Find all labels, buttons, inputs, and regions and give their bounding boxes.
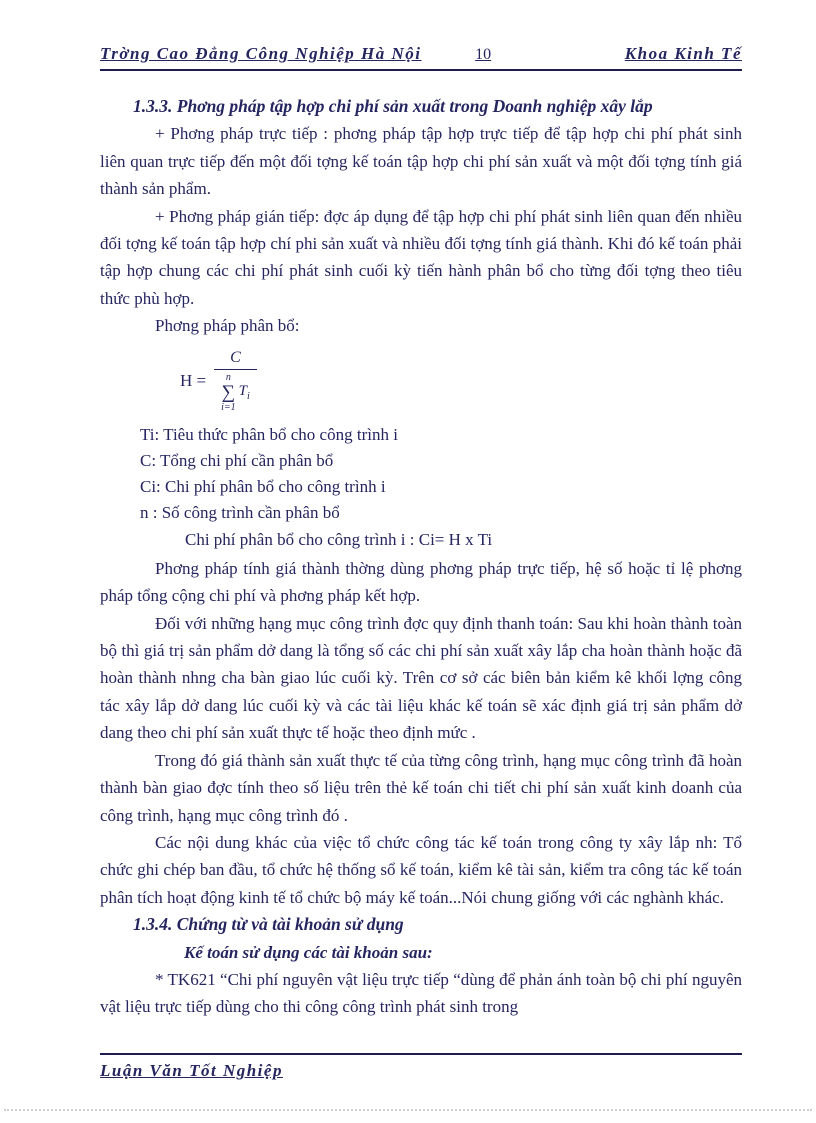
document-body — [100, 93, 742, 1021]
paragraph-other-contents: Các nội dung khác của việc tổ chức công tác kế toán trong công ty xây lắp nh: Tổ chức ghi chép ban đầu, tổ chức hệ thống sổ kế toán, kiểm kê tài sản, kiểm tra công tác kế toán phân tích hoạt động kinh tế tổ chức bộ máy kế toán...Nói chung giống với các nghành khác. — [100, 832, 742, 907]
sum-upper-limit: n — [225, 371, 231, 383]
definition-c: C: Tổng chi phí cần phân bổ — [140, 450, 334, 470]
term-subscript: i — [247, 391, 250, 403]
allocation-result-line: Chi phí phân bổ cho công trình i : Ci= H x Ti — [185, 529, 493, 549]
section-1-3-3-heading: 1.3.3. Phơng pháp tập hợp chi phí sản xuất trong Doanh nghiệp xây lắp — [133, 96, 653, 116]
footer-thesis-title: Luận Văn Tốt Nghiệp — [100, 1061, 283, 1080]
paragraph-indirect-method: + Phơng pháp gián tiếp: đợc áp dụng để tập hợp chi phí phát sinh liên quan đến nhiều đối tợng kế toán tập hợp chí phi sản xuất và nhiều đối tợng tính giá thành. Khi đó kế toán phải tập hợp chung các chi phí phát sinh cuối kỳ tiến hành phân bổ cho từng đối tợng theo tiêu thức phù hợp. — [100, 206, 742, 308]
header-school-name: Trờng Cao Đẳng Công Nghiệp Hà Nội — [100, 44, 422, 63]
term-symbol: T — [238, 383, 247, 400]
page-bottom-edge — [4, 1109, 812, 1111]
symbol-definitions — [140, 422, 742, 553]
header-faculty-name: Khoa Kinh Tế — [624, 44, 742, 63]
allocation-formula — [180, 348, 742, 414]
page-footer — [100, 1053, 742, 1081]
sigma-icon: ∑ — [221, 382, 236, 404]
formula-lhs: H = — [180, 370, 207, 390]
paragraph-direct-method: + Phơng pháp trực tiếp : phơng pháp tập hợp trực tiếp để tập hợp chi phí phát sinh liên quan trực tiếp đến một đối tợng kế toán tập hợp chi phí sản xuất và một đối tợng tính giá thành sản phẩm. — [100, 124, 742, 199]
sum-term — [239, 382, 250, 403]
paragraph-allocation-intro: Phơng pháp phân bổ: — [155, 316, 300, 336]
definition-n: n : Số công trình cần phân bổ — [140, 502, 340, 522]
paragraph-costing-method: Phơng pháp tính giá thành thờng dùng phơng pháp trực tiếp, hệ số hoặc tỉ lệ phơng pháp tổng cộng chi phí và phơng pháp kết hợp. — [100, 558, 742, 606]
formula-denominator — [221, 370, 250, 414]
page-header — [100, 44, 742, 71]
section-1-3-4-heading: 1.3.4. Chứng từ và tài khoản sử dụng — [133, 914, 404, 935]
formula-numerator: C — [214, 348, 257, 370]
definition-ti: Ti: Tiêu thức phân bổ cho công trình i — [140, 424, 398, 444]
paragraph-tk621: * TK621 “Chi phí nguyên vật liệu trực tiếp “dùng để phản ánh toàn bộ chi phí nguyên vật liệu trực tiếp dùng cho thi công công trình phát sinh trong — [100, 969, 742, 1017]
accounts-subheading: Kế toán sử dụng các tài khoản sau: — [184, 942, 433, 962]
summation-symbol — [221, 372, 236, 414]
paragraph-wip-valuation: Đối với những hạng mục công trình đợc quy định thanh toán: Sau khi hoàn thành toàn bộ thì giá trị sản phẩm dở dang là tổng số các chi phí sản xuất xây lắp cha hoàn thành hoặc đã hoàn thành nhng cha bàn giao lúc cuối kỳ. Trên cơ sở các biên bản kiểm kê khối lợng công tác xây lắp dở dang lúc cuối kỳ và các tài liệu khác kế toán sẽ xác định giá trị sản phẩm dở dang theo chi phí sản xuất thực tế hoặc theo định mức . — [100, 613, 742, 743]
definition-ci: Ci: Chi phí phân bổ cho công trình i — [140, 476, 386, 496]
paragraph-actual-cost: Trong đó giá thành sản xuất thực tế của từng công trình, hạng mục công trình đã hoàn thành bàn giao đợc tính theo số liệu trên thẻ kế toán chi tiết chi phí sản xuất kinh doanh của công trình, hạng mục công trình đó . — [100, 750, 742, 825]
sum-lower-limit: i=1 — [221, 402, 236, 414]
formula-fraction — [214, 348, 257, 414]
header-page-number: 10 — [475, 46, 492, 63]
